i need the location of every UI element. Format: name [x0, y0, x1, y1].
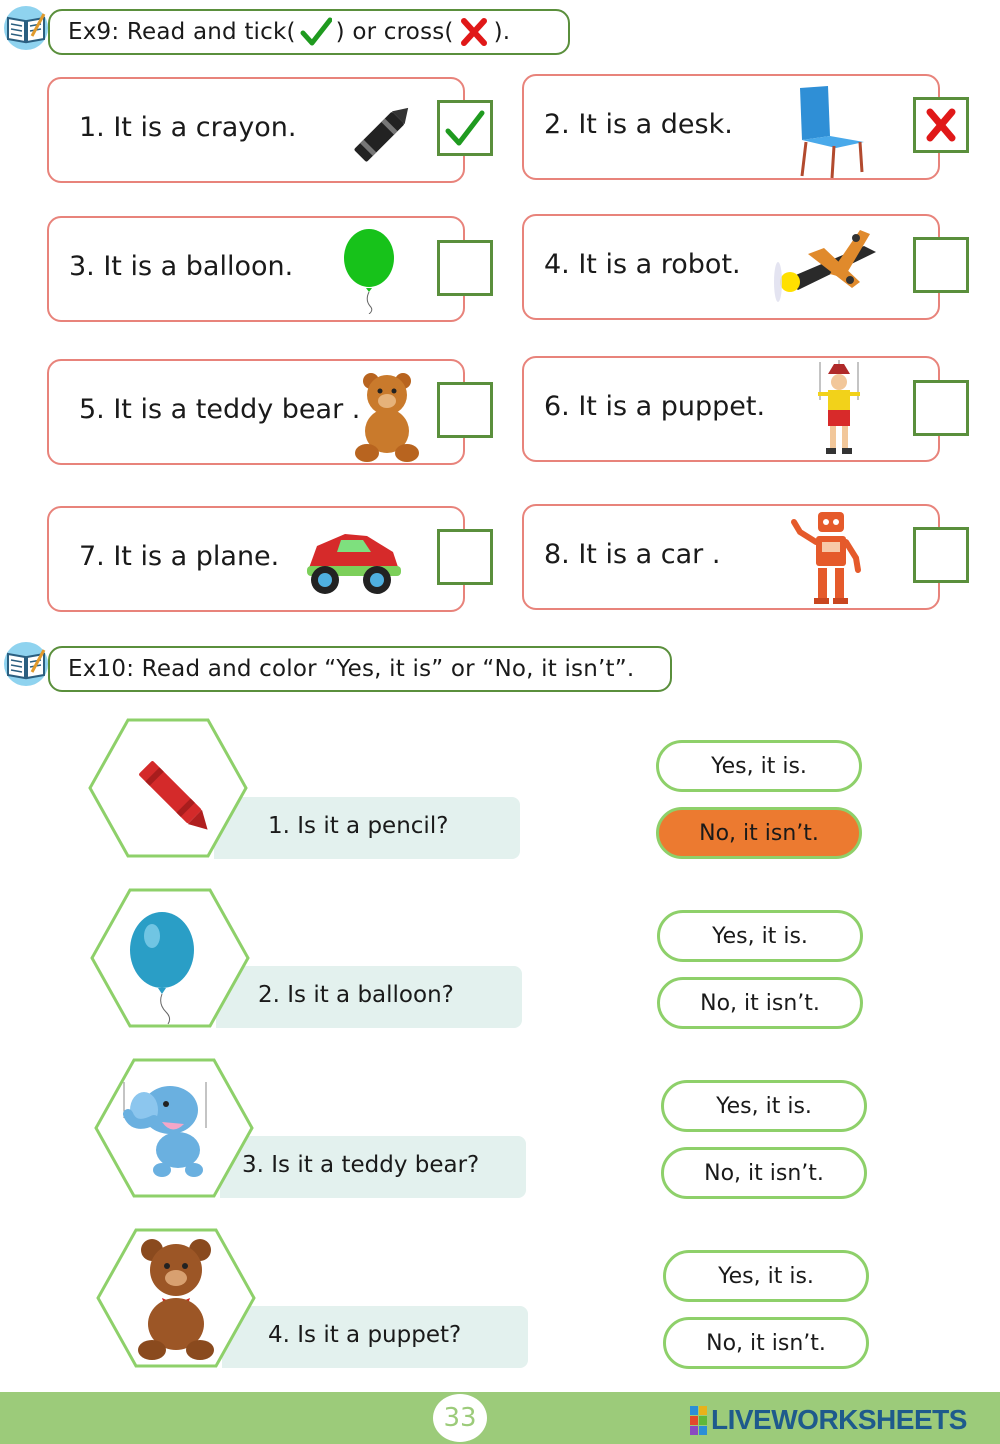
ex9-card-2 — [522, 74, 940, 180]
answer-no-3[interactable]: No, it isn’t. — [661, 1147, 867, 1199]
robot-icon — [788, 508, 868, 612]
book-icon — [4, 6, 48, 50]
ex9-box-1[interactable] — [437, 100, 493, 156]
ex9-card-7 — [47, 506, 465, 612]
ex9-sentence-5: 5. It is a teddy bear . — [79, 394, 361, 425]
ex9-title-middle: ) or cross( — [335, 19, 454, 45]
ex10-title — [48, 646, 672, 692]
ex9-card-6 — [522, 356, 940, 462]
ex9-card-8 — [522, 504, 940, 610]
ex9-sentence-6: 6. It is a puppet. — [544, 391, 766, 422]
answer-no-4[interactable]: No, it isn’t. — [663, 1317, 869, 1369]
blue-chair-icon — [792, 84, 868, 184]
question-text-1: 1. Is it a pencil? — [268, 813, 449, 839]
ex9-box-8[interactable] — [913, 527, 969, 583]
ex9-sentence-2: 2. It is a desk. — [544, 109, 733, 140]
black-crayon-icon — [345, 97, 419, 175]
hexagon-frame-4 — [96, 1228, 256, 1368]
answer-yes-4[interactable]: Yes, it is. — [663, 1250, 869, 1302]
ex9-box-7[interactable] — [437, 529, 493, 585]
ex9-box-3[interactable] — [437, 240, 493, 296]
tick-icon — [300, 17, 332, 47]
ex9-box-5[interactable] — [437, 382, 493, 438]
page-number: 33 — [433, 1394, 487, 1442]
ex9-sentence-4: 4. It is a robot. — [544, 249, 741, 280]
brand-logo[interactable] — [690, 1400, 967, 1440]
ex10-title-text: Ex10: Read and color “Yes, it is” or “No, it isn’t”. — [68, 656, 635, 682]
tick-icon — [442, 105, 488, 151]
ex9-box-4[interactable] — [913, 237, 969, 293]
cross-icon — [918, 102, 964, 148]
ex9-title-end: ). — [493, 19, 511, 45]
hexagon-frame-1 — [88, 718, 248, 858]
ex9-sentence-7: 7. It is a plane. — [79, 541, 280, 572]
toy-plane-icon — [764, 224, 888, 314]
ex9-sentence-1: 1. It is a crayon. — [79, 112, 297, 143]
answer-yes-3[interactable]: Yes, it is. — [661, 1080, 867, 1132]
question-text-3: 3. Is it a teddy bear? — [242, 1152, 480, 1178]
answer-no-2[interactable]: No, it isn’t. — [657, 977, 863, 1029]
ex9-sentence-8: 8. It is a car . — [544, 539, 721, 570]
question-text-2: 2. Is it a balloon? — [258, 982, 454, 1008]
hexagon-frame-3 — [94, 1058, 254, 1198]
answer-yes-2[interactable]: Yes, it is. — [657, 910, 863, 962]
answer-yes-1[interactable]: Yes, it is. — [656, 740, 862, 792]
book-icon — [4, 642, 48, 686]
ex9-box-2[interactable] — [913, 97, 969, 153]
puppet-icon — [806, 360, 872, 464]
ex9-title — [48, 9, 570, 55]
answer-no-1[interactable]: No, it isn’t. — [656, 807, 862, 859]
ex9-card-5 — [47, 359, 465, 465]
toy-car-icon — [301, 522, 405, 602]
ex9-card-3 — [47, 216, 465, 322]
ex9-title-start: Ex9: Read and tick( — [68, 19, 296, 45]
brand-name: LIVEWORKSHEETS — [711, 1404, 967, 1435]
question-text-4: 4. Is it a puppet? — [268, 1322, 462, 1348]
ex9-box-6[interactable] — [913, 380, 969, 436]
sitting-teddy-bear-icon — [353, 369, 425, 469]
hexagon-frame-2 — [90, 888, 250, 1028]
cross-icon — [458, 17, 490, 47]
ex9-card-1 — [47, 77, 465, 183]
liveworksheets-logo-icon — [690, 1406, 707, 1435]
green-balloon-icon — [339, 228, 399, 318]
ex9-sentence-3: 3. It is a balloon. — [69, 251, 294, 282]
ex9-card-4 — [522, 214, 940, 320]
